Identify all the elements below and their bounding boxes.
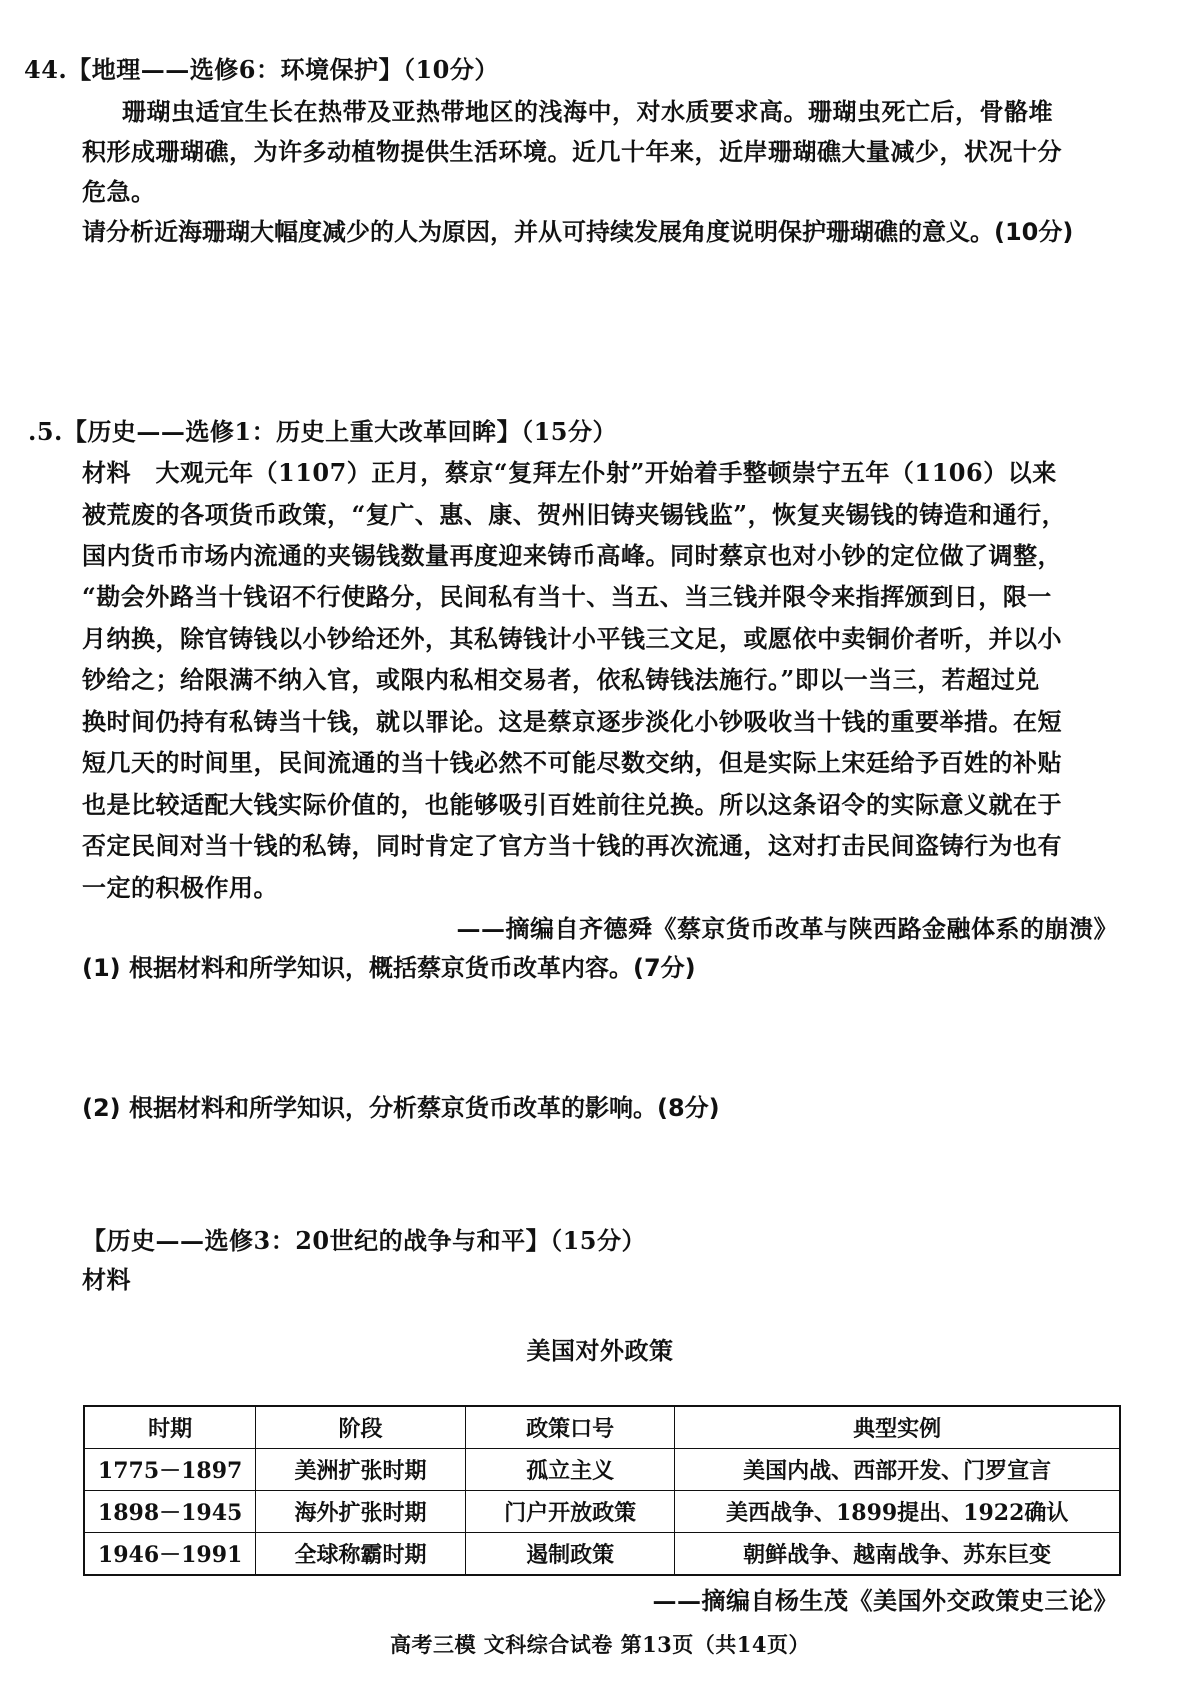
q45-header: .5.【历史——选修1：历史上重大改革回眸】（15分）	[28, 417, 618, 446]
table-cell: 美洲扩张时期	[256, 1449, 466, 1491]
column-header: 时期	[84, 1406, 256, 1449]
table-cell: 遏制政策	[465, 1533, 675, 1576]
column-header: 典型实例	[675, 1406, 1120, 1449]
q45-line-4: “勘会外路当十钱诏不行使路分，民间私有当十、当五、当三钱并限令来指挥颁到日，限一	[82, 582, 1052, 611]
q45-line-3: 国内货币市场内流通的夹锡钱数量再度迎来铸币高峰。同时蔡京也对小钞的定位做了调整，	[82, 541, 1062, 570]
q45-line-6: 钞给之；给限满不纳入官，或限内私相交易者，依私铸钱法施行。”即以一当三，若超过兑	[82, 665, 1040, 694]
q45-line-10: 否定民间对当十钱的私铸，同时肯定了官方当十钱的再次流通，这对打击民间盗铸行为也有	[82, 831, 1062, 860]
table-header-row	[84, 1406, 1120, 1449]
q44-header: 44.【地理——选修6：环境保护】（10分）	[24, 55, 499, 84]
table-cell: 1775－1897	[84, 1449, 256, 1491]
q45-line-2: 被荒废的各项货币政策，“复广、惠、康、贺州旧铸夹锡钱监”，恢复夹锡钱的铸造和通行，	[82, 500, 1067, 529]
table-cell: 孤立主义	[465, 1449, 675, 1491]
table-cell: 美国内战、西部开发、门罗宣言	[675, 1449, 1120, 1491]
table-cell: 海外扩张时期	[256, 1491, 466, 1533]
q45-line-1: 材料 大观元年（1107）正月，蔡京“复拜左仆射”开始着手整顿崇宁五年（1106）以来	[82, 458, 1057, 487]
q45-line-5: 月纳换，除官铸钱以小钞给还外，其私铸钱计小平钱三文足，或愿依中卖铜价者听，并以小	[82, 624, 1062, 653]
q46-header: 【历史——选修3：20世纪的战争与和平】（15分）	[82, 1226, 646, 1255]
q45-line-8: 短几天的时间里，民间流通的当十钱必然不可能尽数交纳，但是实际上宋廷给予百姓的补贴	[82, 748, 1062, 777]
q44-question: 请分析近海珊瑚大幅度减少的人为原因，并从可持续发展角度说明保护珊瑚礁的意义。(10分)	[82, 218, 1074, 246]
column-header: 政策口号	[465, 1406, 675, 1449]
q45-sub-question-2: (2) 根据材料和所学知识，分析蔡京货币改革的影响。(8分)	[82, 1094, 720, 1122]
q46-material-label: 材料	[82, 1265, 131, 1294]
q44-line-3: 危急。	[82, 177, 156, 206]
table-cell: 1898－1945	[84, 1491, 256, 1533]
q45-line-11: 一定的积极作用。	[82, 873, 278, 902]
q44-line-1: 珊瑚虫适宜生长在热带及亚热带地区的浅海中，对水质要求高。珊瑚虫死亡后，骨骼堆	[122, 97, 1053, 126]
q45-line-7: 换时间仍持有私铸当十钱，就以罪论。这是蔡京逐步淡化小钞吸收当十钱的重要举措。在短	[82, 707, 1062, 736]
table-cell: 1946－1991	[84, 1533, 256, 1576]
q44-line-2: 积形成珊瑚礁，为许多动植物提供生活环境。近几十年来，近岸珊瑚礁大量减少，状况十分	[82, 137, 1062, 166]
page-footer: 高考三模 文科综合试卷 第13页（共14页）	[389, 1632, 811, 1657]
table-cell: 美西战争、1899提出、1922确认	[675, 1491, 1120, 1533]
table-title: 美国对外政策	[526, 1336, 674, 1365]
q45-line-9: 也是比较适配大钱实际价值的，也能够吸引百姓前往兑换。所以这条诏令的实际意义就在于	[82, 790, 1062, 819]
table-row	[84, 1533, 1120, 1576]
us-foreign-policy-table	[83, 1405, 1121, 1576]
table-row	[84, 1491, 1120, 1533]
table-cell: 门户开放政策	[465, 1491, 675, 1533]
column-header: 阶段	[256, 1406, 466, 1449]
table-row	[84, 1449, 1120, 1491]
q45-source: ——摘编自齐德舜《蔡京货币改革与陕西路金融体系的崩溃》	[456, 914, 1118, 943]
table-cell: 全球称霸时期	[256, 1533, 466, 1576]
q46-source: ——摘编自杨生茂《美国外交政策史三论》	[652, 1586, 1118, 1615]
table-cell: 朝鲜战争、越南战争、苏东巨变	[675, 1533, 1120, 1576]
q45-sub-question-1: (1) 根据材料和所学知识，概括蔡京货币改革内容。(7分)	[82, 954, 696, 982]
